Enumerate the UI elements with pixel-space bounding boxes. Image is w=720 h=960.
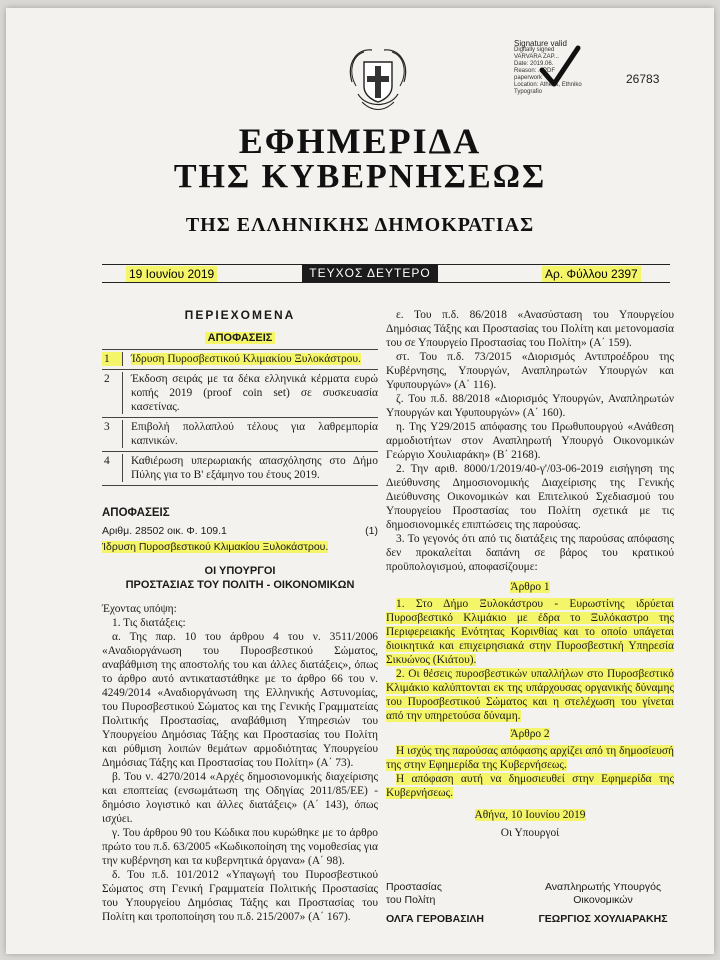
masthead-title-line2: ΤΗΣ ΚΥΒΕΡΝΗΣΕΩΣ xyxy=(173,158,547,195)
signatory-name: ΓΕΩΡΓΙΟΣ ΧΟΥΛΙΑΡΑΚΗΣ xyxy=(538,913,668,925)
fek-page-number: 26783 xyxy=(626,72,660,86)
provision-paragraph: στ. Του π.δ. 73/2015 «Διορισμός Αντιπροέδρου της Κυβέρνησης, Υπουργών, Αναπληρωτών Υπουργών και Υφυπουργών» (Α΄ 116). xyxy=(386,351,674,391)
having-regard: Έχοντας υπόψη: xyxy=(102,603,177,615)
toc-heading: ΠΕΡΙΕΧΟΜΕΝΑ xyxy=(184,308,296,322)
toc-item xyxy=(102,452,378,486)
toc-item xyxy=(102,370,378,418)
issue-date: 19 Ιουνίου 2019 xyxy=(126,266,217,282)
checkmark-icon xyxy=(534,42,584,92)
toc-item-number: 3 xyxy=(104,421,110,433)
provision-paragraph: ζ. Του π.δ. 88/2018 «Διορισμός Υπουργών, Αναπληρωτών Υπουργών και Υφυπουργών» (Α΄ 160). xyxy=(386,393,674,419)
toc-item-text: Καθιέρωση υπερωριακής απασχόλησης στο Δήμο Πύλης για το Β' εξάμηνο του έτους 2019. xyxy=(122,454,378,482)
provisions-intro: 1. Τις διατάξεις: xyxy=(112,617,186,629)
signature-line: Typografio xyxy=(514,89,543,95)
issue-series: ΤΕΥΧΟΣ ΔΕΥΤΕΡΟ xyxy=(302,264,438,282)
provision-paragraph: δ. Του π.δ. 101/2012 «Υπαγωγή του Πυροσβεστικού Σώματος στη Γενική Γραμματεία Πολιτικής Προστασίας του Υπουργείου Δημόσιας Τάξης και Προστασίας του Πολίτη και τροποποίηση του π.δ. 215/2007» (Α΄ 167). xyxy=(102,869,378,923)
article2-heading-text: Άρθρο 2 xyxy=(510,728,550,740)
masthead-subtitle: ΤΗΣ ΕΛΛΗΝΙΚΗΣ ΔΗΜΟΚΡΑΤΙΑΣ xyxy=(185,214,535,236)
gazette-page xyxy=(6,8,714,954)
greek-coat-of-arms-icon xyxy=(342,42,414,118)
signatory-role: Οικονομικών xyxy=(573,894,633,906)
signature-line: VARVARA ZAP... xyxy=(514,54,559,60)
provision-paragraph: β. Του ν. 4270/2014 «Αρχές δημοσιονομικής διαχείρισης και εποπτείας (ενσωμάτωση της Οδηγίας 2011/85/ΕΕ) - δημόσιο λογιστικό και άλλες διατάξεις» (Α΄ 143), όπως ισχύει. xyxy=(102,771,378,825)
ministers-heading xyxy=(102,564,378,592)
ministers-label: Οι Υπουργοί xyxy=(500,827,560,839)
toc-subheading xyxy=(102,331,378,345)
signatory-name: ΟΛΓΑ ΓΕΡΟΒΑΣΙΛΗ xyxy=(386,913,485,925)
provision-paragraph: γ. Του άρθρου 90 του Κώδικα που κυρώθηκε με το άρθρο πρώτο του π.δ. 63/2005 «Κωδικοποίηση της νομοθεσίας για την κυβέρνηση και τα κυβερνητικά όργανα» (Α΄ 98). xyxy=(102,827,378,867)
decision-title xyxy=(102,540,378,554)
decision-ref-text: Αριθμ. 28502 οικ. Φ. 109.1 xyxy=(102,525,227,537)
toc-item-text: Επιβολή πολλαπλού τέλους για λαθρεμπορία καπνικών. xyxy=(122,420,378,448)
signature-line: paperwork xyxy=(514,75,543,81)
signature-status: Signature valid xyxy=(514,39,567,48)
article1-paragraph-text: 2. Οι θέσεις πυροσβεστικών υπαλλήλων στο Πυροσβεστικό Κλιμάκιο καλύπτονται εκ της υπάρχουσας οργανικής δύναμης του Πυροσβεστικού Σώματος και η στελέχωση του γίνεται από την υπηρετούσα δύναμη. xyxy=(386,668,674,722)
provision-paragraph: 3. Το γεγονός ότι από τις διατάξεις της παρούσας απόφασης δεν προκαλείται δαπάνη σε βάρος του κρατικού προϋπολογισμού, αποφασίζουμε: xyxy=(386,533,674,573)
article1-paragraph xyxy=(386,667,674,723)
signature-line: Location: Athens, Ethniko xyxy=(514,82,582,88)
toc-item-text-highlight: Ίδρυση Πυροσβεστικού Κλιμακίου Ξυλοκάστρου. xyxy=(131,353,361,365)
toc-item xyxy=(102,349,378,370)
provision-paragraph: 2. Την αριθ. 8000/1/2019/40-γ'/03-06-2019 εισήγηση της Διεύθυνσης Δημοσιονομικής Διαχείρισης της Γενικής Διεύθυνσης Οικονομικών και Επιτελικού Σχεδιασμού του Υπουργείου Προστασίας του Πολίτη σχετικά με τις δημοσιονομικές επιπτώσεις της παρούσας. xyxy=(386,463,674,531)
toc-subheading-text: ΑΠΟΦΑΣΕΙΣ xyxy=(205,332,276,344)
article1-heading-text: Άρθρο 1 xyxy=(510,581,550,593)
signatory-role: του Πολίτη xyxy=(386,894,436,906)
toc-item-number: 2 xyxy=(104,373,110,385)
article1-heading xyxy=(386,580,674,594)
provision-paragraph: ε. Του π.δ. 86/2018 «Ανασύσταση του Υπουργείου Δημόσιας Τάξης και Προστασίας του Πολίτη και μετονομασία του σε Υπουργείο Προστασίας του Πολίτη» (Α΄ 159). xyxy=(386,309,674,349)
ministers-line1: ΟΙ ΥΠΟΥΡΓΟΙ xyxy=(204,565,276,577)
toc-item xyxy=(102,418,378,452)
toc-item-text: Έκδοση σειράς με τα δέκα ελληνικά κέρματα ευρώ κοπής 2019 (proof coin set) σε συσκευασία κασετίνας. xyxy=(122,372,378,414)
issue-sheet-number: Αρ. Φύλλου 2397 xyxy=(542,266,641,282)
toc-list xyxy=(102,349,378,486)
provision-paragraph: α. Της παρ. 10 του άρθρου 4 του ν. 3511/2006 «Αναδιοργάνωση του Πυροσβεστικού Σώματος, αναβάθμιση της αποστολής του και άλλες διατάξεις», όπως το άρθρο αυτό αντικαταστάθηκε με το άρθρο 66 του ν. 4249/2014 «Αναδιοργάνωση της Ελληνικής Αστυνομίας, του Πυροσβεστικού Σώματος και της Γενικής Γραμματείας Πολιτικής Προστασίας, αναβάθμιση Υπηρεσιών του Υπουργείου Δημόσιας Τάξης και Προστασίας του Πολίτη και ρύθμιση λοιπών θεμάτων αρμοδιότητας Υπουργείου Δημόσιας Τάξης και Προστασίας του Πολίτη» (Α΄ 73). xyxy=(102,631,378,769)
toc-item-number: 1 xyxy=(102,352,122,366)
signatory-right xyxy=(528,881,678,926)
decision-reference xyxy=(102,524,378,538)
article2-paragraph-text: Η ισχύς της παρούσας απόφασης αρχίζει από τη δημοσίευσή της στην Εφημερίδα της Κυβερνήσεως. xyxy=(386,745,674,771)
signatory-role: Προστασίας xyxy=(386,881,442,893)
toc-item-number: 4 xyxy=(104,455,110,467)
article2-paragraph-text: Η απόφαση αυτή να δημοσιευθεί στην Εφημερίδα της Κυβερνήσεως. xyxy=(386,773,674,799)
ministers-line2: ΠΡΟΣΤΑΣΙΑΣ ΤΟΥ ΠΟΛΙΤΗ - ΟΙΚΟΝΟΜΙΚΩΝ xyxy=(125,579,355,591)
article1-paragraph-text: 1. Στο Δήμο Ξυλοκάστρου - Ευρωστίνης ιδρύεται Πυροσβεστικό Κλιμάκιο με έδρα το Ξυλόκαστρο της Περιφερειακής Ενότητας Κορινθίας και το οποίο υπάγεται διοικητικά και επιχειρησιακά στην Πυροσβεστική Υπηρεσία Σικυώνος (Κιάτου). xyxy=(386,598,674,666)
place-date-text: Αθήνα, 10 Ιουνίου 2019 xyxy=(474,809,586,821)
right-column xyxy=(386,308,674,840)
article2-paragraph xyxy=(386,744,674,772)
article2-paragraph xyxy=(386,772,674,800)
signatory-role: Αναπληρωτής Υπουργός xyxy=(544,881,662,893)
article1-paragraph xyxy=(386,597,674,667)
decision-title-text: Ίδρυση Πυροσβεστικού Κλιμακίου Ξυλοκάστρου. xyxy=(102,541,329,553)
toc-item-text xyxy=(122,352,378,366)
issue-bar-bottom-rule xyxy=(102,282,670,283)
decisions-heading: ΑΠΟΦΑΣΕΙΣ xyxy=(102,507,170,519)
article2-heading xyxy=(386,727,674,741)
left-column xyxy=(102,308,378,924)
masthead-title-line1: ΕΦΗΜΕΡΙΔΑ xyxy=(238,121,482,161)
decision-ref-number: (1) xyxy=(365,525,378,537)
signature-line: Date: 2019.06. xyxy=(514,61,554,67)
place-date xyxy=(386,808,674,822)
signature-line: Digitally signed xyxy=(514,47,555,53)
signatory-left xyxy=(386,881,496,926)
provision-paragraph: η. Της Υ29/2015 απόφασης του Πρωθυπουργού «Ανάθεση αρμοδιοτήτων στον Αναπληρωτή Υπουργό Οικονομικών Γεώργιο Χουλιαράκη» (Β΄ 2168). xyxy=(386,421,674,461)
signature-line: Reason: ...PDF xyxy=(514,68,556,74)
